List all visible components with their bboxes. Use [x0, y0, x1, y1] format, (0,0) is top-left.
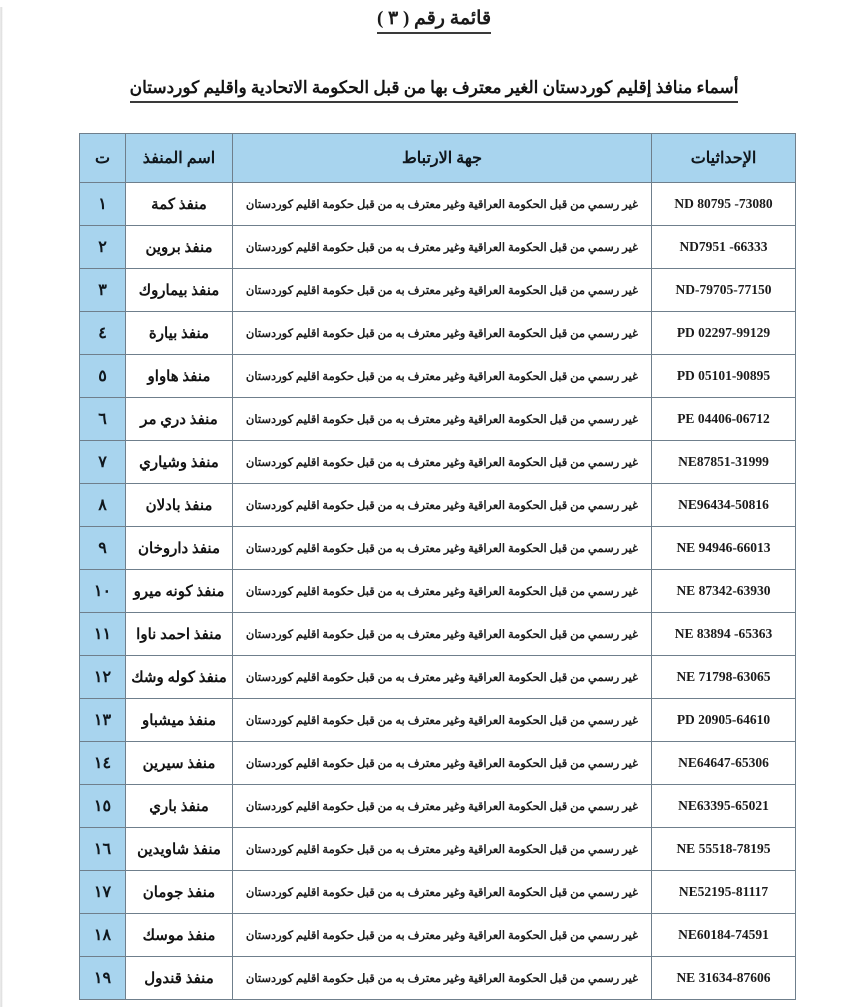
- column-header-link: جهة الارتباط: [233, 134, 652, 183]
- cell-link: غير رسمي من قبل الحكومة العراقية وغير معترف به من قبل حكومة اقليم كوردستان: [233, 355, 652, 398]
- cell-link: غير رسمي من قبل الحكومة العراقية وغير معترف به من قبل حكومة اقليم كوردستان: [233, 785, 652, 828]
- cell-coordinates: ND 80795 -73080: [652, 183, 796, 226]
- cell-index: ٢: [80, 226, 126, 269]
- cell-link: غير رسمي من قبل الحكومة العراقية وغير معترف به من قبل حكومة اقليم كوردستان: [233, 570, 652, 613]
- cell-name: منفذ كوله وشك: [126, 656, 233, 699]
- cell-index: ١١: [80, 613, 126, 656]
- cell-link: غير رسمي من قبل الحكومة العراقية وغير معترف به من قبل حكومة اقليم كوردستان: [233, 742, 652, 785]
- column-header-coordinates: الإحداثيات: [652, 134, 796, 183]
- cell-coordinates: ND-79705-77150: [652, 269, 796, 312]
- cell-name: منفذ شاويدين: [126, 828, 233, 871]
- table-row: [80, 183, 796, 226]
- cell-index: ١٠: [80, 570, 126, 613]
- cell-name: منفذ احمد ناوا: [126, 613, 233, 656]
- cell-coordinates: NE63395-65021: [652, 785, 796, 828]
- cell-name: منفذ جومان: [126, 871, 233, 914]
- table-header-row: [80, 134, 796, 183]
- table-row: [80, 226, 796, 269]
- cell-name: منفذ قندول: [126, 957, 233, 1000]
- cell-link: غير رسمي من قبل الحكومة العراقية وغير معترف به من قبل حكومة اقليم كوردستان: [233, 269, 652, 312]
- page-subtitle: [0, 78, 868, 103]
- cell-link: غير رسمي من قبل الحكومة العراقية وغير معترف به من قبل حكومة اقليم كوردستان: [233, 527, 652, 570]
- page-edge-shadow: [0, 7, 3, 1007]
- cell-coordinates: NE96434-50816: [652, 484, 796, 527]
- cell-name: منفذ بادلان: [126, 484, 233, 527]
- table-row: [80, 871, 796, 914]
- cell-index: ١٢: [80, 656, 126, 699]
- cell-index: ١٨: [80, 914, 126, 957]
- cell-coordinates: NE 87342-63930: [652, 570, 796, 613]
- column-header-index: ت: [80, 134, 126, 183]
- cell-index: ١٤: [80, 742, 126, 785]
- cell-link: غير رسمي من قبل الحكومة العراقية وغير معترف به من قبل حكومة اقليم كوردستان: [233, 828, 652, 871]
- cell-link: غير رسمي من قبل الحكومة العراقية وغير معترف به من قبل حكومة اقليم كوردستان: [233, 914, 652, 957]
- cell-name: منفذ هاواو: [126, 355, 233, 398]
- cell-index: ١٧: [80, 871, 126, 914]
- cell-link: غير رسمي من قبل الحكومة العراقية وغير معترف به من قبل حكومة اقليم كوردستان: [233, 871, 652, 914]
- cell-name: منفذ موسك: [126, 914, 233, 957]
- cell-name: منفذ بروين: [126, 226, 233, 269]
- cell-coordinates: NE60184-74591: [652, 914, 796, 957]
- cell-index: ١٥: [80, 785, 126, 828]
- table-row: [80, 914, 796, 957]
- page-subtitle-text: أسماء منافذ إقليم كوردستان الغير معترف بها من قبل الحكومة الاتحادية واقليم كوردستان: [130, 78, 739, 103]
- ports-table-container: [80, 133, 796, 1000]
- cell-name: منفذ سيرين: [126, 742, 233, 785]
- cell-index: ٨: [80, 484, 126, 527]
- cell-coordinates: NE 55518-78195: [652, 828, 796, 871]
- cell-name: منفذ داروخان: [126, 527, 233, 570]
- cell-index: ١: [80, 183, 126, 226]
- cell-index: ١٦: [80, 828, 126, 871]
- page-title: [0, 7, 868, 34]
- column-header-name: اسم المنفذ: [126, 134, 233, 183]
- ports-table: [79, 133, 796, 1000]
- cell-index: ٩: [80, 527, 126, 570]
- cell-coordinates: NE 31634-87606: [652, 957, 796, 1000]
- table-row: [80, 570, 796, 613]
- table-header: [80, 134, 796, 183]
- table-row: [80, 699, 796, 742]
- cell-link: غير رسمي من قبل الحكومة العراقية وغير معترف به من قبل حكومة اقليم كوردستان: [233, 699, 652, 742]
- cell-coordinates: NE64647-65306: [652, 742, 796, 785]
- cell-link: غير رسمي من قبل الحكومة العراقية وغير معترف به من قبل حكومة اقليم كوردستان: [233, 398, 652, 441]
- table-row: [80, 828, 796, 871]
- table-row: [80, 613, 796, 656]
- cell-index: ٣: [80, 269, 126, 312]
- table-row: [80, 441, 796, 484]
- cell-link: غير رسمي من قبل الحكومة العراقية وغير معترف به من قبل حكومة اقليم كوردستان: [233, 957, 652, 1000]
- cell-coordinates: NE 71798-63065: [652, 656, 796, 699]
- document-page: [0, 7, 868, 1007]
- cell-name: منفذ بيماروك: [126, 269, 233, 312]
- cell-coordinates: NE52195-81117: [652, 871, 796, 914]
- table-row: [80, 527, 796, 570]
- cell-link: غير رسمي من قبل الحكومة العراقية وغير معترف به من قبل حكومة اقليم كوردستان: [233, 441, 652, 484]
- table-row: [80, 484, 796, 527]
- cell-link: غير رسمي من قبل الحكومة العراقية وغير معترف به من قبل حكومة اقليم كوردستان: [233, 656, 652, 699]
- cell-coordinates: NE87851-31999: [652, 441, 796, 484]
- cell-coordinates: PE 04406-06712: [652, 398, 796, 441]
- cell-name: منفذ ميشباو: [126, 699, 233, 742]
- cell-index: ٥: [80, 355, 126, 398]
- table-row: [80, 656, 796, 699]
- page-title-text: قائمة رقم ( ٣ ): [377, 7, 491, 34]
- table-row: [80, 355, 796, 398]
- cell-coordinates: PD 05101-90895: [652, 355, 796, 398]
- cell-link: غير رسمي من قبل الحكومة العراقية وغير معترف به من قبل حكومة اقليم كوردستان: [233, 226, 652, 269]
- cell-index: ٦: [80, 398, 126, 441]
- cell-link: غير رسمي من قبل الحكومة العراقية وغير معترف به من قبل حكومة اقليم كوردستان: [233, 484, 652, 527]
- table-row: [80, 269, 796, 312]
- cell-link: غير رسمي من قبل الحكومة العراقية وغير معترف به من قبل حكومة اقليم كوردستان: [233, 613, 652, 656]
- cell-name: منفذ كمة: [126, 183, 233, 226]
- cell-link: غير رسمي من قبل الحكومة العراقية وغير معترف به من قبل حكومة اقليم كوردستان: [233, 312, 652, 355]
- cell-coordinates: ND7951 -66333: [652, 226, 796, 269]
- cell-coordinates: NE 83894 -65363: [652, 613, 796, 656]
- cell-index: ٧: [80, 441, 126, 484]
- table-row: [80, 742, 796, 785]
- table-body: [80, 183, 796, 1000]
- table-row: [80, 312, 796, 355]
- cell-link: غير رسمي من قبل الحكومة العراقية وغير معترف به من قبل حكومة اقليم كوردستان: [233, 183, 652, 226]
- cell-name: منفذ بيارة: [126, 312, 233, 355]
- cell-name: منفذ دري مر: [126, 398, 233, 441]
- table-row: [80, 785, 796, 828]
- table-row: [80, 398, 796, 441]
- cell-coordinates: NE 94946-66013: [652, 527, 796, 570]
- cell-coordinates: PD 02297-99129: [652, 312, 796, 355]
- cell-index: ١٩: [80, 957, 126, 1000]
- cell-name: منفذ كونه ميرو: [126, 570, 233, 613]
- cell-index: ١٣: [80, 699, 126, 742]
- cell-index: ٤: [80, 312, 126, 355]
- cell-coordinates: PD 20905-64610: [652, 699, 796, 742]
- cell-name: منفذ وشياري: [126, 441, 233, 484]
- table-row: [80, 957, 796, 1000]
- cell-name: منفذ باري: [126, 785, 233, 828]
